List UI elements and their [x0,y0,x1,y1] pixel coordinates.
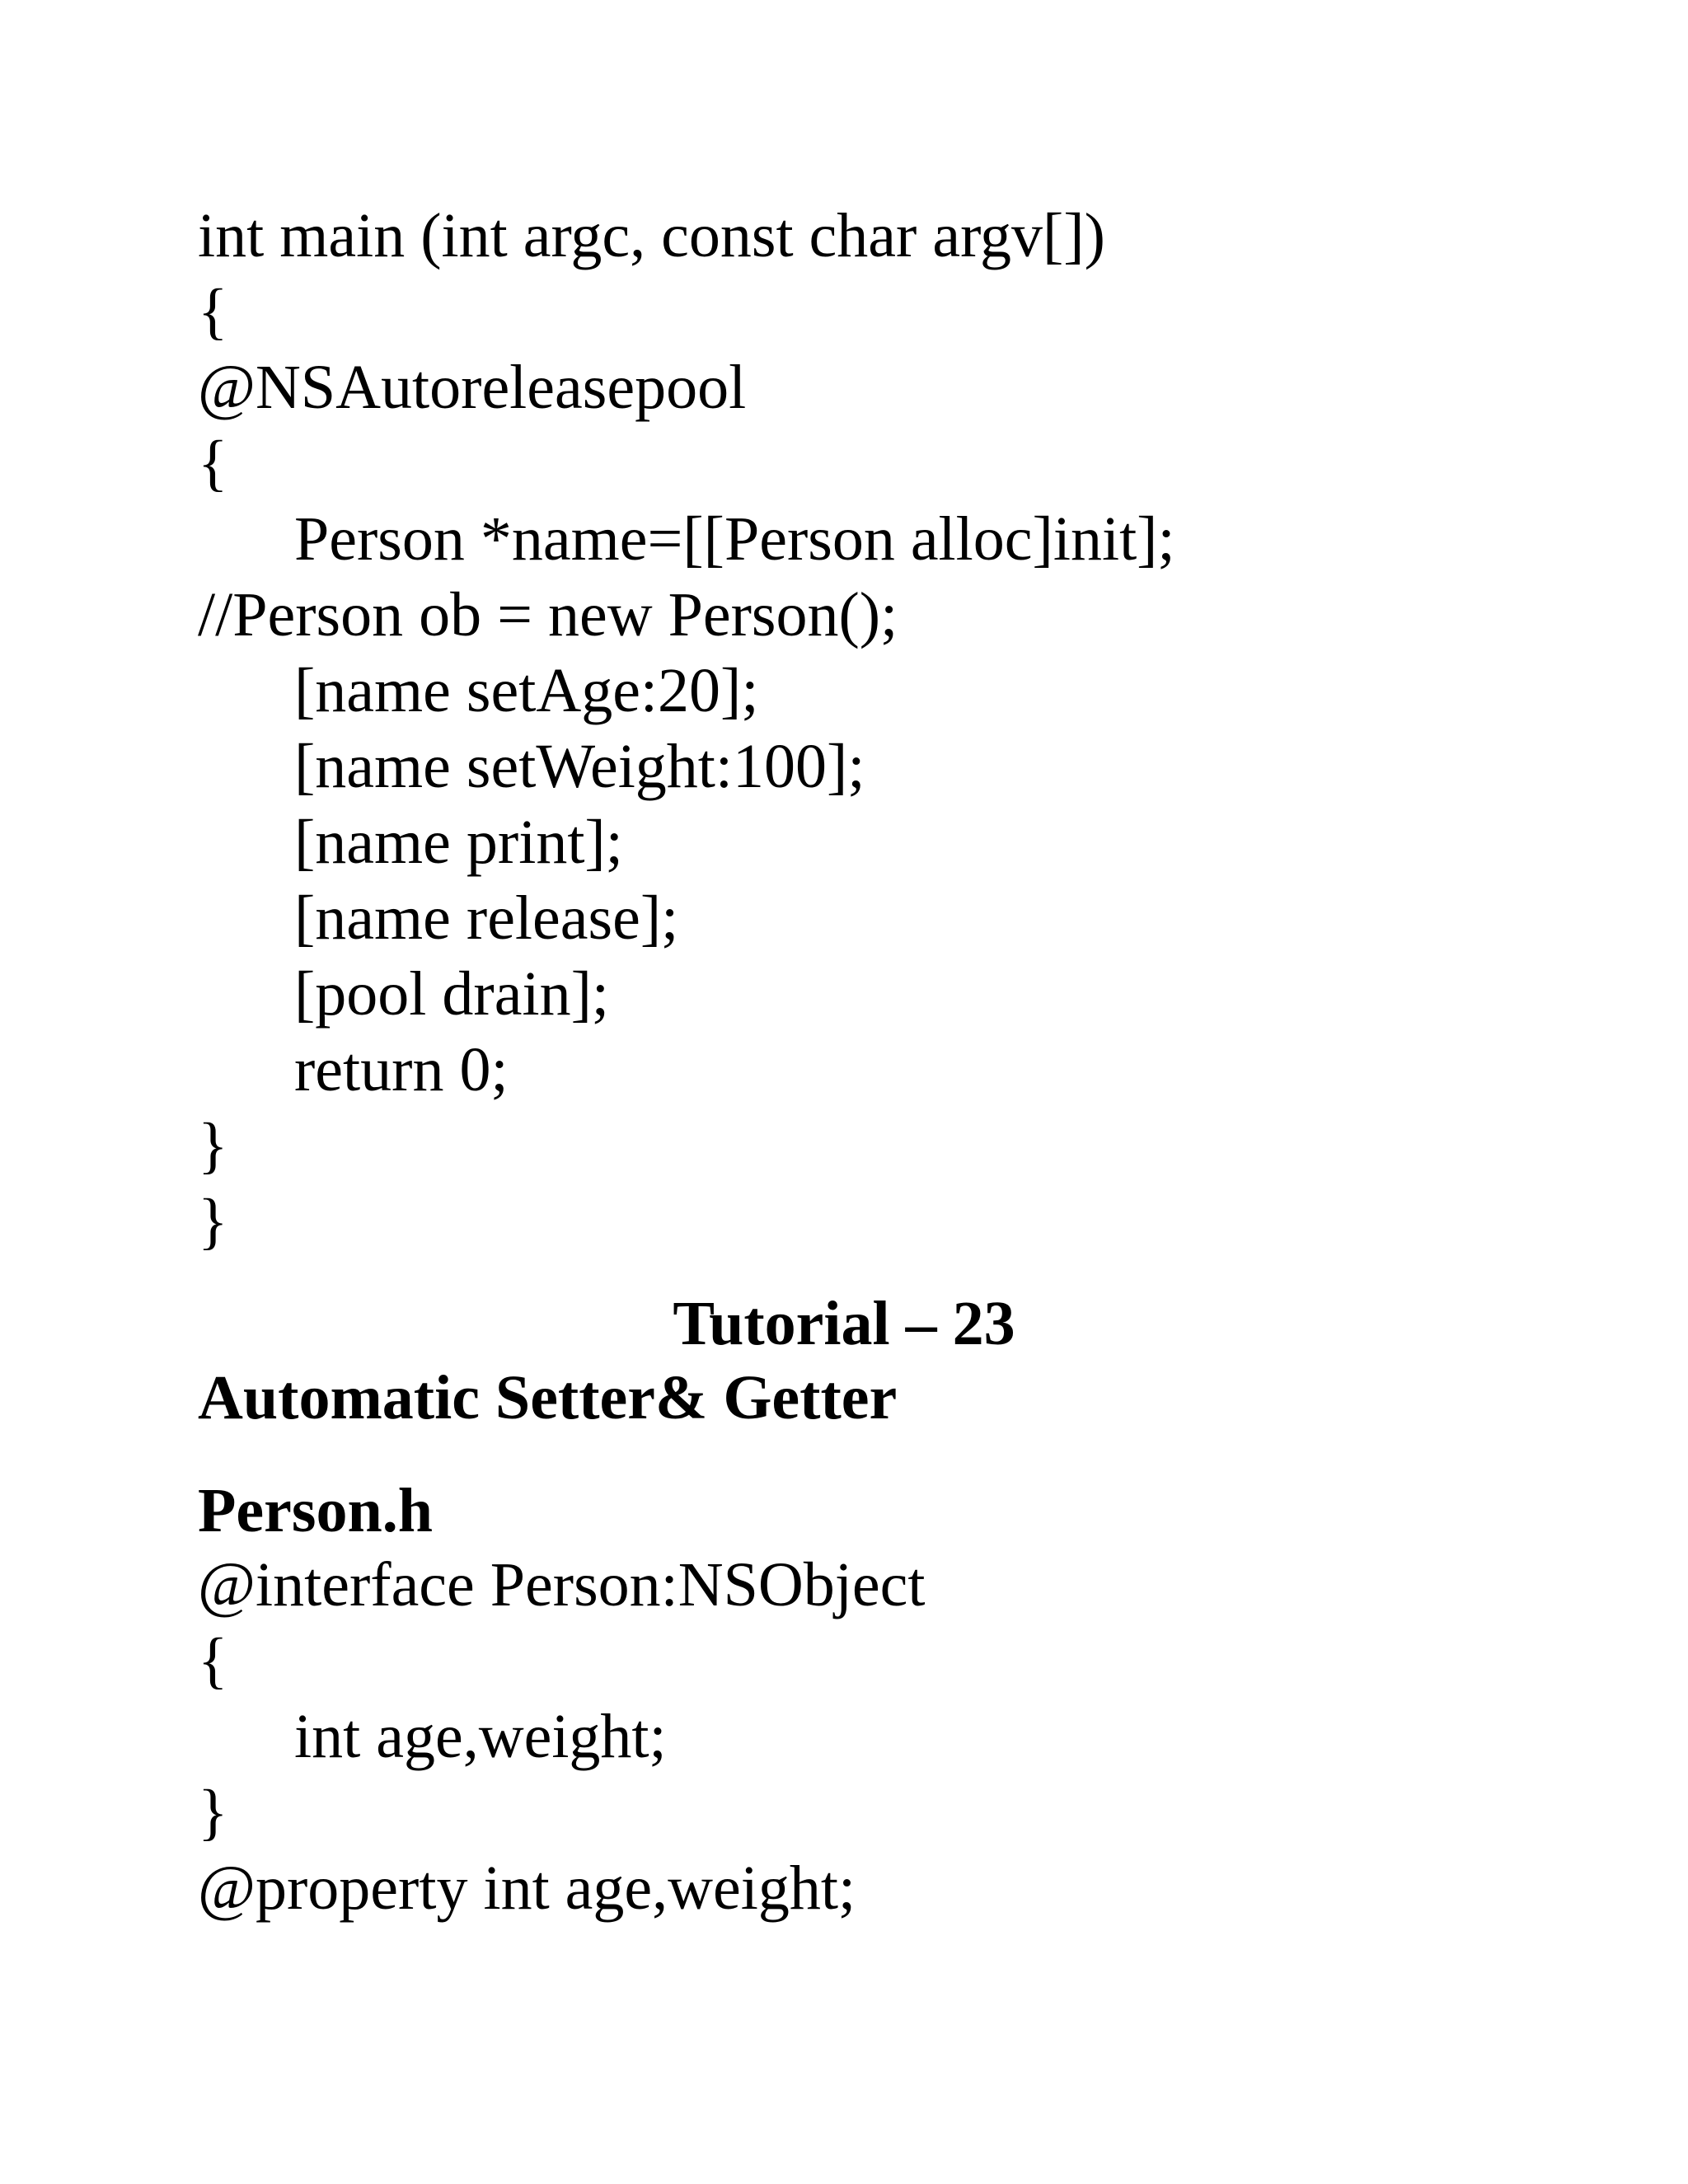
code-line: return 0; [294,1035,509,1104]
section-heading: Automatic Setter& Getter [198,1363,898,1432]
code-line: int age,weight; [294,1702,667,1771]
code-line: [name setWeight:100]; [294,732,865,801]
code-line: { [198,1626,228,1695]
code-line: { [198,277,228,346]
code-line: int main (int argc, const char argv[]) [198,201,1105,270]
code-line: @interface Person:NSObject [198,1550,926,1619]
code-line: [name print]; [294,808,623,877]
code-line: } [198,1111,228,1180]
code-line: @property int age,weight; [198,1854,856,1923]
code-line: } [198,1187,228,1256]
code-line: Person *name=[[Person alloc]init]; [294,504,1175,574]
code-line: { [198,429,228,498]
tutorial-heading: Tutorial – 23 [673,1289,1015,1358]
code-line: @NSAutoreleasepool [198,353,747,422]
file-heading: Person.h [198,1476,433,1545]
code-line: [name setAge:20]; [294,656,759,725]
code-comment-line: //Person ob = new Person(); [198,580,898,649]
code-line: [name release]; [294,883,679,953]
code-line: } [198,1778,228,1847]
code-line: [pool drain]; [294,959,610,1029]
